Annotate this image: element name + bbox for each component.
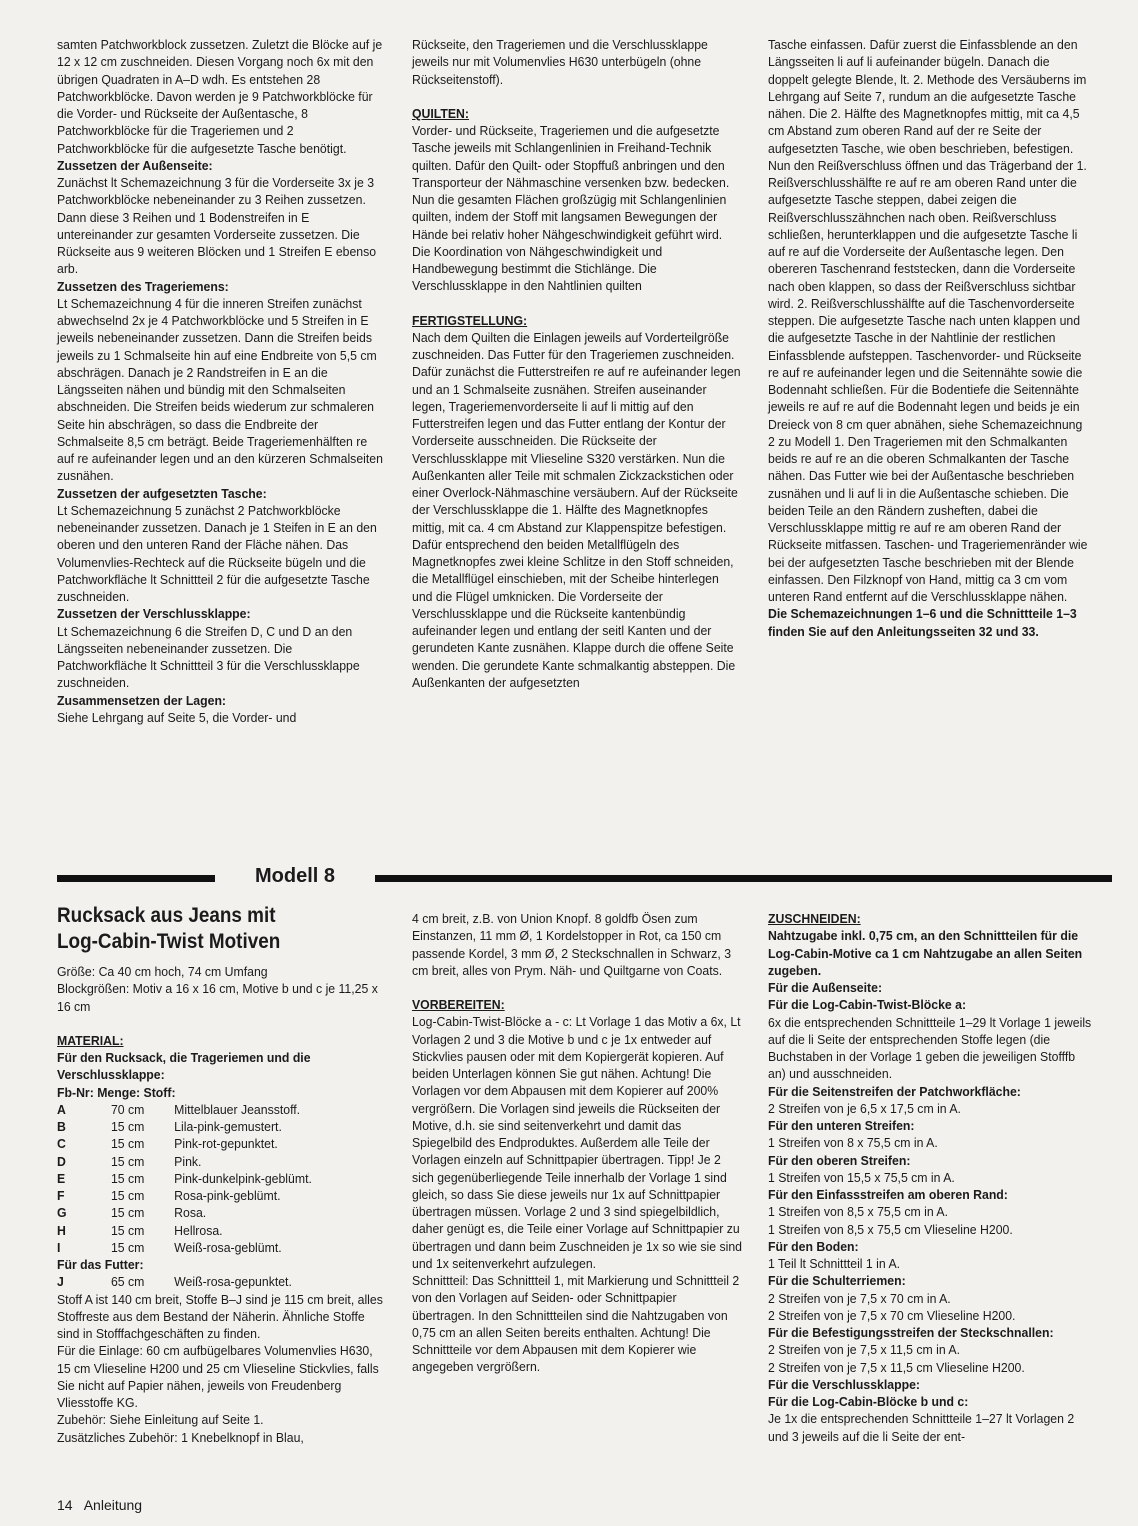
material-row <box>57 1170 312 1187</box>
vorbereiten-column <box>412 910 742 1376</box>
fabric-name: Hellrosa. <box>174 1222 223 1238</box>
paragraph: Lt Schemazeichnung 4 für die inneren Streifen zunächst abwechselnd 2x je 4 Patchworkblöcke und 5 Streifen in E jeweils nebeneinander zussetzen. Dann die Streifen beids jeweils zu 1 Schmalseite hin auf eine Endbreite von 5,5 cm abschrägen. Danach je 2 Randstreifen in E an die Längsseiten nähen und bündig mit den Schmalseiten abschneiden. Die Streifen beids wiederum zur schmaleren Seite hin abschrägen, so dass die Endbreite der Schmalseite 8,5 cm beträgt. Beide Trageriemenhälften re auf re aufeinander legen und an den kürzeren Schmalseiten zusnähen. <box>57 295 383 484</box>
futter-heading: Für das Futter: <box>57 1257 144 1272</box>
zuschneiden-column <box>768 910 1092 1445</box>
section-label: Modell 8 <box>255 865 336 887</box>
divider-bar-right <box>375 875 1112 882</box>
paragraph: Vorder- und Rückseite, Trageriemen und die aufgesetzte Tasche jeweils mit Schlangenlinien in Freihand-Technik quilten. Dafür den Quilt- oder Stopffuß anbringen und den Transporteur der Nähmaschine versenken bzw. bedecken. Nun die gesamten Flächen großzügig mit Schlangenlinien quilten, indem der Stoff mit langsamen Bewegungen der Hände bei relativ hoher Nähgeschwindigkeit geführt wird. Die Koordination von Nähgeschwindigkeit und Handbewegung bestimmt die Stichlänge. Die Verschlussklappe in den Nahtlinien quilten <box>412 123 730 294</box>
material-notes <box>57 1291 384 1446</box>
fabric-code: B <box>57 1119 66 1134</box>
subheading: Für die Seitenstreifen der Patchworkfläche: <box>768 1083 1021 1099</box>
subheading: Zusammensetzen der Lagen: <box>57 692 227 708</box>
section-divider <box>57 865 1112 887</box>
subheading: Nahtzugabe inkl. 0,75 cm, an den Schnittteilen für die Log-Cabin-Motive ca 1 cm Nahtzugabe an allen Seiten zugeben. <box>768 928 1083 978</box>
paragraph: 2 Streifen von je 7,5 x 70 cm Vlieseline H200. <box>768 1307 1016 1323</box>
paragraph: 1 Streifen von 15,5 x 75,5 cm in A. <box>768 1169 955 1185</box>
material-row <box>57 1135 312 1152</box>
fabric-name: Rosa. <box>174 1205 207 1221</box>
subheading: Für den oberen Streifen: <box>768 1152 911 1168</box>
section-heading: MATERIAL: <box>57 1032 124 1048</box>
paragraph: Zubehör: Siehe Einleitung auf Seite 1. <box>57 1412 264 1428</box>
fabric-code: J <box>57 1274 64 1290</box>
spacer <box>412 295 742 312</box>
fabric-name: Pink. <box>174 1153 202 1169</box>
fabric-amount: 15 cm <box>110 1119 145 1134</box>
fabric-amount: 15 cm <box>110 1188 145 1203</box>
paragraph: Schnittteil: Das Schnittteil 1, mit Markierung und Schnittteil 2 von den Vorlagen auf Seiden- oder Schnittpapier übertragen. In den Schnittteilen sind die Nahtzugaben von 0,75 cm an allen Seiten bereits enthalten. Achtung! Die Schnittteile vor dem Abpausen mit dem Kopierer wie angegeben vergrößern. <box>412 1273 740 1375</box>
material-row <box>57 1118 312 1135</box>
subheading: Für den Boden: <box>768 1238 859 1254</box>
fabric-name: Pink-rot-gepunktet. <box>174 1136 278 1152</box>
paragraph: Lt Schemazeichnung 6 die Streifen D, C und D an den Längsseiten nebeneinander zussetzen. Die Patchworkfläche lt Schnittteil 3 für die Verschlussklappe zuschneiden. <box>57 623 360 691</box>
material-table <box>57 1101 312 1256</box>
subheading: Zussetzen der Verschlussklappe: <box>57 606 251 622</box>
paragraph: 1 Streifen von 8,5 x 75,5 cm Vlieseline H200. <box>768 1221 1013 1237</box>
fabric-amount: 15 cm <box>110 1205 145 1221</box>
column-3 <box>768 36 1092 640</box>
section-heading: ZUSCHNEIDEN: <box>768 911 861 926</box>
fabric-name: Mittelblauer Jeansstoff. <box>174 1101 301 1117</box>
title-line-2: Log-Cabin-Twist Motiven <box>57 930 281 953</box>
material-row <box>57 1153 312 1170</box>
fabric-name: Pink-dunkelpink-geblümt. <box>174 1170 312 1186</box>
fabric-amount: 15 cm <box>110 1136 145 1152</box>
paragraph: 2 Streifen von je 7,5 x 11,5 cm in A. <box>768 1342 961 1358</box>
fabric-amount: 70 cm <box>110 1101 145 1117</box>
paragraph: 1 Streifen von 8 x 75,5 cm in A. <box>768 1135 938 1151</box>
paragraph: 2 Streifen von je 7,5 x 11,5 cm Vlieseline H200. <box>768 1359 1025 1375</box>
subheading: Für die Außenseite: <box>768 980 883 995</box>
paragraph: Log-Cabin-Twist-Blöcke a - c: Lt Vorlage 1 das Motiv a 6x, Lt Vorlagen 2 und 3 die Motive b und c je 1x entweder auf Stickvlies pausen oder mit dem Kopiergerät kopieren. Auf beiden Unterlagen können Sie gut nähen. Achtung! Die Vorlagen vor dem Abpausen mit dem Kopierer auf 200% vergrößern. Die Vorlagen sind jeweils die Rückseiten der Motive, d.h. sie sind seitenverkehrt und damit das Spiegelbild des Endproduktes. Außerdem alle Teile der Vorlagen einzeln auf Schnittpapier übertragen. Tipp! Je 2 sich gegenüberliegende Teile innerhalb der Vorlage 1 sind gleich, so dass Sie diese jeweils nur 1x auf Schnittpapier übertragen müssen. Vorlage 2 und 3 sind spiegelbildlich, daher genügt es, die Teile einer Vorlage auf Schnittpapier zu übertragen und dann beim Zuschneiden je 1x so wie sie sind und 1x seitenverkehrt aufzulegen. <box>412 1014 742 1271</box>
fabric-code: H <box>57 1222 66 1238</box>
subheading: Für die Schulterriemen: <box>768 1273 906 1289</box>
fabric-amount: 15 cm <box>110 1153 145 1169</box>
material-column <box>57 963 384 1446</box>
fabric-code: D <box>57 1153 66 1169</box>
fabric-amount: 15 cm <box>110 1170 145 1186</box>
paragraph: samten Patchworkblock zussetzen. Zuletzt die Blöcke auf je 12 x 12 cm zuschneiden. Diesen Vorgang noch 6x mit den übrigen Quadraten in A–D wdh. Es entstehen 28 Patchworkblöcke. Davon werden je 9 Patchworkblöcke für die Vorder- und Rückseite der Außentasche, 8 Patchworkblöcke für die Trageriemen und 2 Patchworkblöcke für die aufgesetzte Tasche benötigt. <box>57 37 383 156</box>
subheading: Zussetzen der aufgesetzten Tasche: <box>57 485 267 501</box>
paragraph: Zusätzliches Zubehör: 1 Knebelknopf in Blau, <box>57 1429 304 1445</box>
paragraph: Nach dem Quilten die Einlagen jeweils auf Vorderteilgröße zuschneiden. Das Futter für den Trageriemen zuschneiden. Dafür zunächst die Futterstreifen re auf re aufeinander legen und an 1 Schmalseite zusnähen. Streifen auseinander legen, Trageriemenvorderseite li auf li mittig auf den Futterstreifen legen und das Futter entlang der Kontur der Vorderseite ausschneiden. Die Rückseite der Verschlussklappe mit Vlieseline S320 verstärken. Nun die Außenkanten aller Teile mit schmalen Zickzackstichen oder einer Overlock-Nähmaschine versäubern. Auf der Rückseite der Verschlussklappe die 1. Hälfte des Magnetknopfes mittig, mit ca. 4 cm Abstand zur Klappenspitze befestigen. Dafür entsprechend den beiden Metallflügeln des Magnetknopfes zwei kleine Schlitze in den Stoff schneiden, die Metallflügel einschieben, mit der Scheibe hinterlegen und die Flügel umknicken. Die Vorderseite der Verschlussklappe und die Rückseite kantenbündig aufeinander legen und entlang der seitl Kanten und der gerundeten Kante zusnähen. Klappe durch die offene Seite wenden. Die gerundete Kante schmalkantig absteppen. Die Außenkanten der aufgesetzten <box>412 329 741 690</box>
material-intro <box>57 963 384 1101</box>
paragraph: 2 Streifen von je 7,5 x 70 cm in A. <box>768 1290 951 1306</box>
paragraph: 2 Streifen von je 6,5 x 17,5 cm in A. <box>768 1100 961 1116</box>
fabric-amount: 15 cm <box>110 1222 145 1238</box>
subheading: Für den Rucksack, die Trageriemen und die Verschlussklappe: <box>57 1050 311 1083</box>
futter-table <box>57 1273 292 1290</box>
fabric-amount: 65 cm <box>110 1274 145 1290</box>
subheading: Für die Log-Cabin-Twist-Blöcke a: <box>768 997 967 1013</box>
spacer <box>412 979 742 996</box>
fabric-code: C <box>57 1136 66 1152</box>
fabric-code: G <box>57 1205 67 1221</box>
subheading: Für den unteren Streifen: <box>768 1118 915 1133</box>
page-footer <box>57 1497 150 1513</box>
fabric-name: Weiß-rosa-gepunktet. <box>174 1274 292 1290</box>
paragraph: 1 Streifen von 8,5 x 75,5 cm in A. <box>768 1204 948 1220</box>
material-row <box>57 1101 312 1118</box>
paragraph: Für die Einlage: 60 cm aufbügelbares Volumenvlies H630, 15 cm Vlieseline H200 und 25 cm Vlieseline Stickvlies, falls Sie nicht auf Papier nähen, jeweils von Freudenberg Vliesstoffe KG. <box>57 1343 379 1410</box>
subheading: Fb-Nr: Menge: Stoff: <box>57 1084 176 1100</box>
paragraph: 1 Teil lt Schnittteil 1 in A. <box>768 1256 901 1271</box>
paragraph: Blockgrößen: Motiv a 16 x 16 cm, Motive b und c je 11,25 x 16 cm <box>57 981 378 1014</box>
material-row <box>57 1187 312 1204</box>
fabric-code: A <box>57 1101 66 1117</box>
article-title <box>57 903 280 955</box>
material-row <box>57 1239 312 1256</box>
fabric-code: F <box>57 1188 65 1203</box>
column-1 <box>57 36 384 726</box>
spacer <box>412 88 742 105</box>
page-number: 14 <box>57 1497 73 1513</box>
material-row <box>57 1222 312 1239</box>
column-2 <box>412 36 742 691</box>
paragraph: Lt Schemazeichnung 5 zunächst 2 Patchworkblöcke nebeneinander zussetzen. Danach je 1 Steifen in E an den oberen und den unteren Rand der Fläche nähen. Das Volumenvlies-Rechteck auf die Rückseite bügeln und die Patchworkfläche lt Schnittteil 2 für die aufgesetzte Tasche zuschneiden. <box>57 502 377 604</box>
paragraph: 4 cm breit, z.B. von Union Knopf. 8 goldfb Ösen zum Einstanzen, 11 mm Ø, 1 Kordelstopper in Rot, ca 150 cm passende Kordel, 3 mm Ø, 2 Steckschnallen in Schwarz, 3 cm breit, alles von Prym. Näh- und Quiltgarne von Coats. <box>412 911 732 978</box>
paragraph: Zunächst lt Schemazeichnung 3 für die Vorderseite 3x je 3 Patchworkblöcke nebeneinander zu 3 Reihen zussetzen. Dann diese 3 Reihen und 1 Bodenstreifen in E untereinander zur gesamten Vorderseite zussetzen. Die Rückseite aus 9 weiteren Blöcken und 1 Streifen E ebenso arb. <box>57 175 377 277</box>
paragraph: Tasche einfassen. Dafür zuerst die Einfassblende an den Längsseiten li auf li aufeinander bügeln. Danach die doppelt gelegte Blende, lt. 2. Methode des Versäuberns im Lehrgang auf Seite 7, rundum an die aufgesetzte Tasche nähen. Die 2. Hälfte des Magnetknopfes mittig, mit ca 4,5 cm Abstand zum oberen Rand auf der re Seite der aufgesetzten Tasche, wie oben beschrieben, befestigen. Nun den Reißverschluss öffnen und das Trägerband der 1. Reißverschlusshälfte re auf re am oberen Rand unter die aufgesetzte Tasche steppen, dabei zeigen die Reißverschlusszähnchen nach oben. Reißverschluss schließen, herunterklappen und die aufgesetzte Tasche li auf re auf die Vorderseite der Außentasche legen. Den obereren Taschenrand feststecken, dann die Vorderseite nach oben klappen, so dass der Reißverschluss sichtbar wird. 2. Reißverschlusshälfte auf die Taschenvorderseite steppen. Die aufgesetzte Tasche nach unten klappen und die aufgesetzte Tasche in der Nahtlinie der restlichen Einfassblende aufsteppen. Taschenvorder- und Rückseite re auf re aufeinander legen und die Seitennähte sowie die Bodennaht schließen. Für die Bodentiefe die Seitennähte jeweils re auf re auf die Bodennaht legen und beids je ein Dreieck von 8 cm quer abnähen, siehe Schemazeichnung 2 zu Modell 1. Den Trageriemen mit den Schmalkanten beids re auf re an die oberen Schmalkanten der Tasche nähen. Das Futter wie bei der Außentasche beschrieben zusnähen und li auf li in die Außentasche schieben. Die beiden Teile an den Rändern zusheften, dabei die Verschlussklappe mittig re auf re am oberen Rand der Rückseite mitfassen. Taschen- und Trageriemenränder wie bei der aufgesetzten Tasche beschrieben mit der Blende einfassen. Den Filzknopf von Hand, mittig ca 3 cm vom unteren Rand entfernt auf die Verschlussklappe nähen. <box>768 37 1088 604</box>
paragraph: Je 1x die entsprechenden Schnittteile 1–27 lt Vorlagen 2 und 3 jeweils auf die li Seite der ent- <box>768 1411 1075 1444</box>
subheading: Zussetzen der Außenseite: <box>57 157 213 173</box>
paragraph: Siehe Lehrgang auf Seite 5, die Vorder- und <box>57 709 297 725</box>
fabric-name: Rosa-pink-geblümt. <box>174 1188 281 1203</box>
paragraph: 6x die entsprechenden Schnittteile 1–29 lt Vorlage 1 jeweils auf die li Seite der entsprechenden Stoffe legen (die Buchstaben in der Vorlage 1 geben die jeweiligen Stofffb an) und ausschneiden. <box>768 1014 1092 1082</box>
divider-bar-left <box>57 875 215 882</box>
section-heading: VORBEREITEN: <box>412 997 505 1012</box>
subheading: Für die Log-Cabin-Blöcke b und c: <box>768 1394 969 1409</box>
subheading: Für den Einfassstreifen am oberen Rand: <box>768 1187 1008 1202</box>
fabric-amount: 15 cm <box>110 1239 145 1255</box>
paragraph: Rückseite, den Trageriemen und die Verschlussklappe jeweils nur mit Volumenvlies H630 unterbügeln (ohne Rückseitenstoff). <box>412 37 708 87</box>
material-row <box>57 1273 292 1290</box>
title-line-1: Rucksack aus Jeans mit <box>57 904 276 927</box>
fabric-code: I <box>57 1239 61 1255</box>
section-heading: FERTIGSTELLUNG: <box>412 312 528 328</box>
fabric-name: Weiß-rosa-geblümt. <box>174 1239 282 1255</box>
subheading: Für die Befestigungsstreifen der Steckschnallen: <box>768 1325 1054 1340</box>
subheading: Die Schemazeichnungen 1–6 und die Schnittteile 1–3 finden Sie auf den Anleitungsseiten 32 und 33. <box>768 606 1077 639</box>
paragraph: Stoff A ist 140 cm breit, Stoffe B–J sind je 115 cm breit, alles Stoffreste aus dem Bestand der Näherin. Ähnliche Stoffe sind in Stofffachgeschäften zu finden. <box>57 1291 383 1341</box>
section-heading: QUILTEN: <box>412 105 470 121</box>
material-row <box>57 1204 312 1221</box>
subheading: Für die Verschlussklappe: <box>768 1376 921 1392</box>
paragraph: Größe: Ca 40 cm hoch, 74 cm Umfang <box>57 964 268 979</box>
fabric-code: E <box>57 1170 66 1186</box>
subheading: Zussetzen des Trageriemens: <box>57 278 229 294</box>
spacer <box>57 1015 384 1032</box>
fabric-name: Lila-pink-gemustert. <box>174 1119 282 1134</box>
footer-label: Anleitung <box>83 1497 143 1513</box>
